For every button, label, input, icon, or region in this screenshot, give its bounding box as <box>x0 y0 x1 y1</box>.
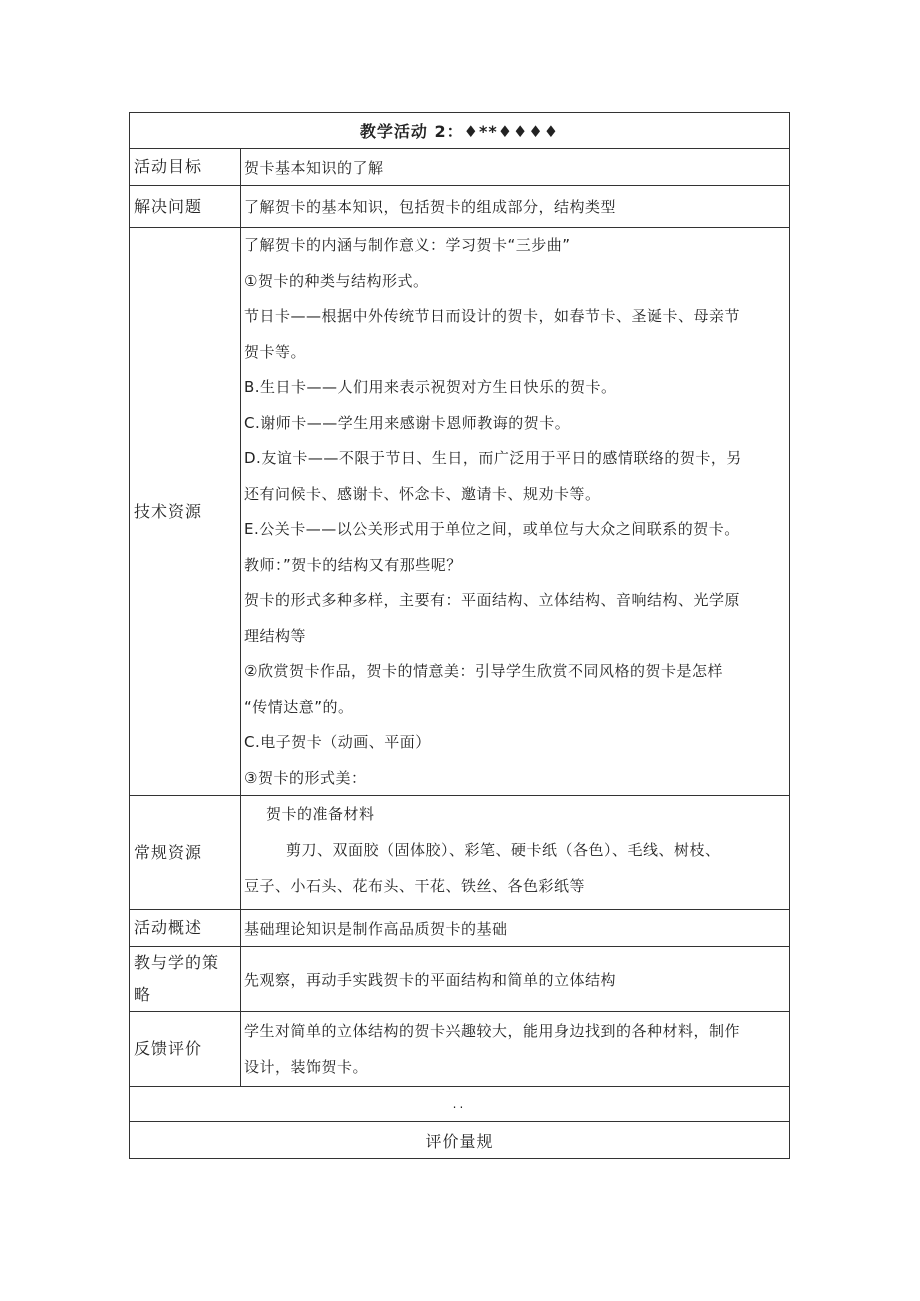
tech-resource-label: 技术资源 <box>130 228 241 796</box>
overview-content: 基础理论知识是制作高品质贺卡的基础 <box>241 910 790 947</box>
tech-resource-lines <box>244 228 785 795</box>
strategy-label-line: 教与学的策 <box>134 953 220 972</box>
tech-line: ③贺卡的形式美： <box>244 768 367 787</box>
tech-resource-content <box>241 228 790 796</box>
strategy-label <box>130 947 241 1012</box>
regular-resource-row <box>130 796 790 910</box>
tech-line: 节日卡——根据中外传统节日而设计的贺卡，如春节卡、圣诞卡、母亲节 <box>244 307 741 325</box>
overview-row <box>130 910 790 947</box>
feedback-line: 设计，装饰贺卡。 <box>244 1058 369 1076</box>
regular-resource-label: 常规资源 <box>130 796 241 910</box>
objective-label: 活动目标 <box>130 149 241 186</box>
activity-title: 教学活动 2：♦**♦♦♦♦ <box>130 113 790 149</box>
tech-line: ②欣赏贺卡作品，贺卡的情意美：引导学生欣赏不同风格的贺卡是怎样 <box>244 662 723 680</box>
dots-separator: .. <box>130 1087 790 1122</box>
regular-line: 豆子、小石头、花布头、干花、铁丝、各色彩纸等 <box>244 877 586 895</box>
problem-label: 解决问题 <box>130 186 241 228</box>
regular-line: 剪刀、双面胶（固体胶）、彩笔、硬卡纸（各色）、毛线、树枝、 <box>286 841 721 859</box>
strategy-label-line: 略 <box>134 985 152 1004</box>
title-row <box>130 113 790 149</box>
tech-line: 还有问候卡、感谢卡、怀念卡、邀请卡、规劝卡等。 <box>244 484 601 503</box>
tech-resource-row <box>130 228 790 796</box>
feedback-line: 学生对简单的立体结构的贺卡兴趣较大，能用身边找到的各种材料，制作 <box>244 1022 741 1040</box>
tech-line: 教师：”贺卡的结构又有那些呢？ <box>244 555 462 574</box>
tech-line: C.谢师卡——学生用来感谢卡恩师教诲的贺卡。 <box>244 413 571 432</box>
regular-resource-content <box>241 796 790 910</box>
objective-content: 贺卡基本知识的了解 <box>241 149 790 186</box>
problem-row <box>130 186 790 228</box>
tech-line: 了解贺卡的内涵与制作意义：学习贺卡“三步曲” <box>244 236 571 254</box>
tech-line: 理结构等 <box>244 626 307 645</box>
tech-line: D.友谊卡——不限于节日、生日，而广泛用于平日的感情联络的贺卡，另 <box>244 449 742 467</box>
feedback-content <box>241 1012 790 1087</box>
tech-line: ①贺卡的种类与结构形式。 <box>244 271 429 290</box>
feedback-label: 反馈评价 <box>130 1012 241 1087</box>
feedback-row <box>130 1012 790 1087</box>
tech-line: “传情达意”的。 <box>244 697 354 716</box>
strategy-row <box>130 947 790 1012</box>
dots-row <box>130 1087 790 1122</box>
lesson-plan-table <box>129 112 790 1159</box>
tech-line: E.公关卡——以公关形式用于单位之间，或单位与大众之间联系的贺卡。 <box>244 520 740 538</box>
rubric-heading: 评价量规 <box>130 1122 790 1159</box>
overview-label: 活动概述 <box>130 910 241 947</box>
tech-line: 贺卡等。 <box>244 342 307 361</box>
objective-row <box>130 149 790 186</box>
problem-content: 了解贺卡的基本知识，包括贺卡的组成部分，结构类型 <box>241 186 790 228</box>
tech-line: C.电子贺卡（动画、平面） <box>244 733 431 751</box>
tech-line: 贺卡的形式多种多样，主要有：平面结构、立体结构、音响结构、光学原 <box>244 591 741 609</box>
regular-line: 贺卡的准备材料 <box>266 805 375 823</box>
strategy-content: 先观察，再动手实践贺卡的平面结构和简单的立体结构 <box>241 947 790 1012</box>
tech-line: B.生日卡——人们用来表示祝贺对方生日快乐的贺卡。 <box>244 378 617 396</box>
rubric-row <box>130 1122 790 1159</box>
